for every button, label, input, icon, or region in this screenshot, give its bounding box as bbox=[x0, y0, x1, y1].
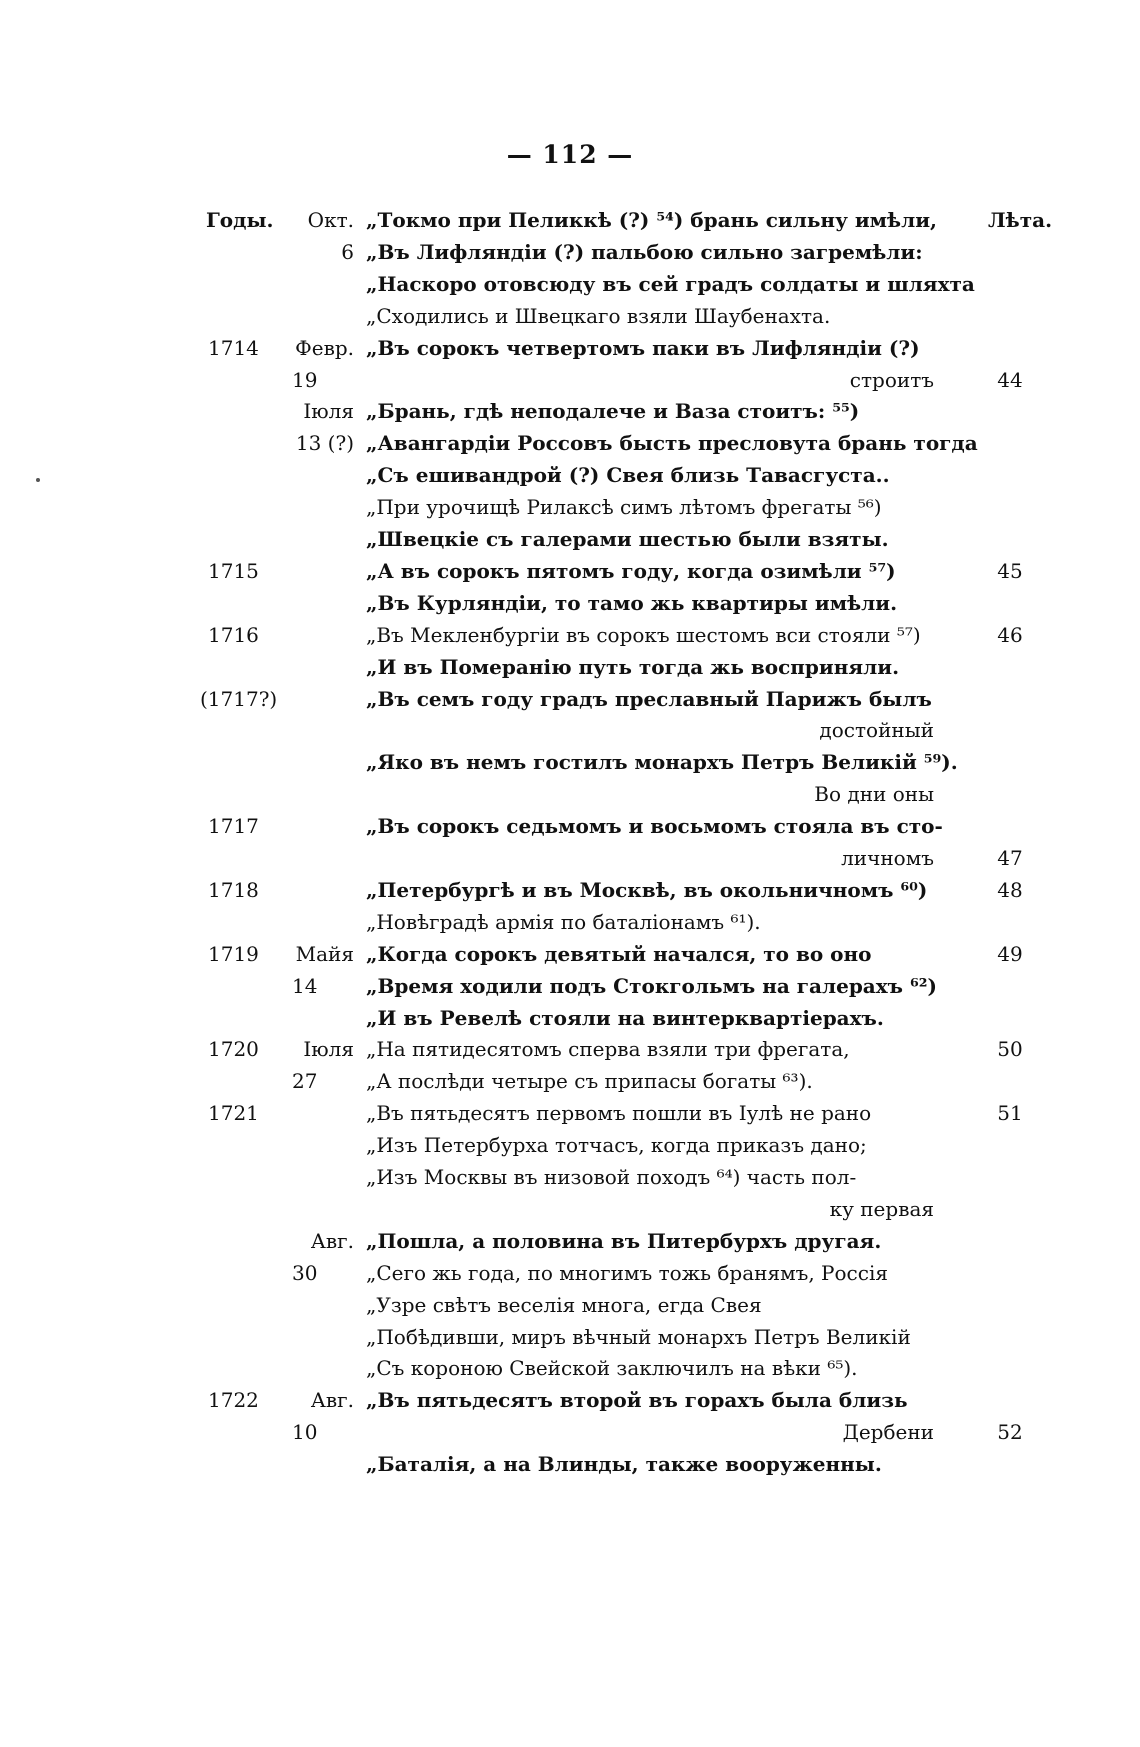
years-count-cell: 49 bbox=[997, 942, 1023, 966]
chronicle-row bbox=[0, 523, 1140, 555]
verse-line: „Сходились и Швецкаго взяли Шаубенахта. bbox=[366, 304, 831, 328]
chronicle-row bbox=[0, 332, 1140, 364]
chronicle-row bbox=[0, 1129, 1140, 1161]
chronicle-row bbox=[0, 1352, 1140, 1384]
date-cell: Окт. bbox=[307, 208, 354, 232]
page-number: — 112 — bbox=[506, 140, 634, 169]
verse-line: „Въ сорокъ седьмомъ и восьмомъ стояла въ сто- bbox=[366, 814, 943, 838]
year-cell: 1722 bbox=[208, 1388, 259, 1412]
verse-line: „Узре свѣтъ веселія многа, егда Свея bbox=[366, 1293, 762, 1317]
year-cell: 1718 bbox=[208, 878, 259, 902]
verse-line: „Наскоро отовсюду въ сей градъ солдаты и шляхта bbox=[366, 272, 975, 296]
years-count-cell: 48 bbox=[997, 878, 1023, 902]
verse-line: „А въ сорокъ пятомъ году, когда озимѣли ⁵⁷) bbox=[366, 559, 896, 583]
chronicle-row bbox=[0, 778, 1140, 810]
chronicle-row bbox=[0, 842, 1140, 874]
scan-speck bbox=[36, 478, 40, 482]
verse-line: „Въ пятьдесятъ первомъ пошли въ Іулѣ не рано bbox=[366, 1101, 872, 1125]
years-count-cell: 50 bbox=[997, 1037, 1023, 1061]
chronicle-row bbox=[0, 555, 1140, 587]
year-cell: 1717 bbox=[208, 814, 259, 838]
chronicle-row bbox=[0, 236, 1140, 268]
verse-line: „Изъ Петербурха тотчасъ, когда приказъ дано; bbox=[366, 1133, 867, 1157]
chronicle-row bbox=[0, 874, 1140, 906]
year-cell: 1721 bbox=[208, 1101, 259, 1125]
chronicle-row bbox=[0, 1225, 1140, 1257]
chronicle-row bbox=[0, 746, 1140, 778]
chronicle-row bbox=[0, 651, 1140, 683]
verse-line: „При урочищѣ Рилаксѣ симъ лѣтомъ фрегаты ⁵⁶) bbox=[366, 495, 882, 519]
verse-line: „А послѣди четыре съ припасы богаты ⁶³). bbox=[366, 1069, 813, 1093]
verse-line: „Швецкіе съ галерами шестью были взяты. bbox=[366, 527, 889, 551]
chronicle-row bbox=[0, 1257, 1140, 1289]
verse-line: „Съ ешивандрой (?) Свея близь Тавасгуста.. bbox=[366, 463, 890, 487]
verse-line: достойный bbox=[819, 718, 934, 742]
chronicle-row bbox=[0, 395, 1140, 427]
verse-line: „Яко въ немъ гостилъ монархъ Петръ Великій ⁵⁹). bbox=[366, 750, 958, 774]
date-cell: 30 bbox=[292, 1261, 318, 1285]
date-cell: 19 bbox=[292, 368, 318, 392]
chronicle-row bbox=[0, 1033, 1140, 1065]
chronicle-row bbox=[0, 683, 1140, 715]
verse-line: „Пошла, а половина въ Питербурхъ другая. bbox=[366, 1229, 882, 1253]
verse-line: „Время ходили подъ Стокгольмъ на галерахъ ⁶²) bbox=[366, 974, 937, 998]
verse-line: ку первая bbox=[829, 1197, 934, 1221]
verse-line: „Сего жь года, по многимъ тожь бранямъ, Россія bbox=[366, 1261, 888, 1285]
verse-line: „Токмо при Пеликкѣ (?) ⁵⁴) брань сильну имѣли, bbox=[366, 208, 937, 232]
verse-line: „И въ Ревелѣ стояли на винтерквартіерахъ. bbox=[366, 1006, 884, 1030]
date-cell: Майя bbox=[295, 942, 354, 966]
chronicle-row bbox=[0, 427, 1140, 459]
verse-line: „На пятидесятомъ сперва взяли три фрегата, bbox=[366, 1037, 850, 1061]
verse-line: „Новѣградѣ армія по баталіонамъ ⁶¹). bbox=[366, 910, 761, 934]
year-cell: 1714 bbox=[208, 336, 259, 360]
years-count-cell: 52 bbox=[997, 1420, 1023, 1444]
date-cell: Авг. bbox=[310, 1229, 354, 1253]
chronicle-row bbox=[0, 491, 1140, 523]
chronicle-row bbox=[0, 714, 1140, 746]
chronicle-row bbox=[0, 1161, 1140, 1193]
verse-line: „Въ Лифляндіи (?) пальбою сильно загремѣли: bbox=[366, 240, 923, 264]
chronicle-row bbox=[0, 459, 1140, 491]
chronicle-row bbox=[0, 268, 1140, 300]
verse-line: „Побѣдивши, миръ вѣчный монархъ Петръ Великій bbox=[366, 1325, 911, 1349]
date-cell: 10 bbox=[292, 1420, 318, 1444]
verse-line: „Изъ Москвы въ низовой походъ ⁶⁴) часть пол- bbox=[366, 1165, 857, 1189]
date-cell: Іюля bbox=[303, 399, 354, 423]
chronicle-row bbox=[0, 1097, 1140, 1129]
header-years-count: Лѣта. bbox=[987, 208, 1053, 232]
chronicle-row bbox=[0, 1416, 1140, 1448]
date-cell: 14 bbox=[292, 974, 318, 998]
chronicle-row bbox=[0, 1384, 1140, 1416]
verse-line: строитъ bbox=[849, 368, 934, 392]
chronicle-row bbox=[0, 938, 1140, 970]
chronicle-row bbox=[0, 619, 1140, 651]
verse-line: личномъ bbox=[841, 846, 934, 870]
date-cell: 6 bbox=[341, 240, 354, 264]
verse-line: „Въ Мекленбургіи въ сорокъ шестомъ вси стояли ⁵⁷) bbox=[366, 623, 921, 647]
years-count-cell: 51 bbox=[997, 1101, 1023, 1125]
verse-line: „Въ Курляндіи, то тамо жь квартиры имѣли. bbox=[366, 591, 898, 615]
date-cell: Февр. bbox=[295, 336, 354, 360]
verse-line: Дербени bbox=[842, 1420, 934, 1444]
verse-line: „Баталія, а на Влинды, также вооруженны. bbox=[366, 1452, 882, 1476]
chronicle-row bbox=[0, 1289, 1140, 1321]
year-cell: 1719 bbox=[208, 942, 259, 966]
year-cell: (1717?) bbox=[200, 687, 278, 711]
years-count-cell: 46 bbox=[997, 623, 1023, 647]
date-cell: 27 bbox=[292, 1069, 318, 1093]
chronicle-row bbox=[0, 906, 1140, 938]
date-cell: Авг. bbox=[310, 1388, 354, 1412]
chronicle-row bbox=[0, 810, 1140, 842]
chronicle-row bbox=[0, 300, 1140, 332]
date-cell: 13 (?) bbox=[295, 431, 354, 455]
years-count-cell: 44 bbox=[997, 368, 1023, 392]
verse-line: „Въ пятьдесятъ второй въ горахъ была близь bbox=[366, 1388, 908, 1412]
chronicle-row bbox=[0, 204, 1140, 236]
years-count-cell: 45 bbox=[997, 559, 1023, 583]
years-count-cell: 47 bbox=[997, 846, 1023, 870]
year-cell: 1715 bbox=[208, 559, 259, 583]
header-years: Годы. bbox=[206, 208, 274, 232]
chronicle-row bbox=[0, 587, 1140, 619]
verse-line: „Авангардіи Россовъ бысть пресловута брань тогда bbox=[366, 431, 978, 455]
verse-line: „Въ сорокъ четвертомъ паки въ Лифляндіи (?) bbox=[366, 336, 920, 360]
chronicle-row bbox=[0, 970, 1140, 1002]
verse-line: Во дни оны bbox=[814, 782, 934, 806]
date-cell: Іюля bbox=[303, 1037, 354, 1061]
verse-line: „Брань, гдѣ неподалече и Ваза стоитъ: ⁵⁵) bbox=[366, 399, 860, 423]
verse-line: „Петербургѣ и въ Москвѣ, въ окольничномъ ⁶⁰) bbox=[366, 878, 928, 902]
chronicle-row bbox=[0, 1321, 1140, 1353]
year-cell: 1716 bbox=[208, 623, 259, 647]
chronicle-row bbox=[0, 1065, 1140, 1097]
verse-line: „Въ семъ году градъ преславный Парижъ былъ bbox=[366, 687, 932, 711]
year-cell: 1720 bbox=[208, 1037, 259, 1061]
chronicle-row bbox=[0, 1193, 1140, 1225]
verse-line: „И въ Померанію путь тогда жь восприняли. bbox=[366, 655, 900, 679]
chronicle-row bbox=[0, 1448, 1140, 1480]
verse-line: „Съ короною Свейской заключилъ на вѣки ⁶⁵). bbox=[366, 1356, 858, 1380]
verse-line: „Когда сорокъ девятый начался, то во оно bbox=[366, 942, 872, 966]
chronicle-row bbox=[0, 1002, 1140, 1034]
chronicle-row bbox=[0, 364, 1140, 396]
